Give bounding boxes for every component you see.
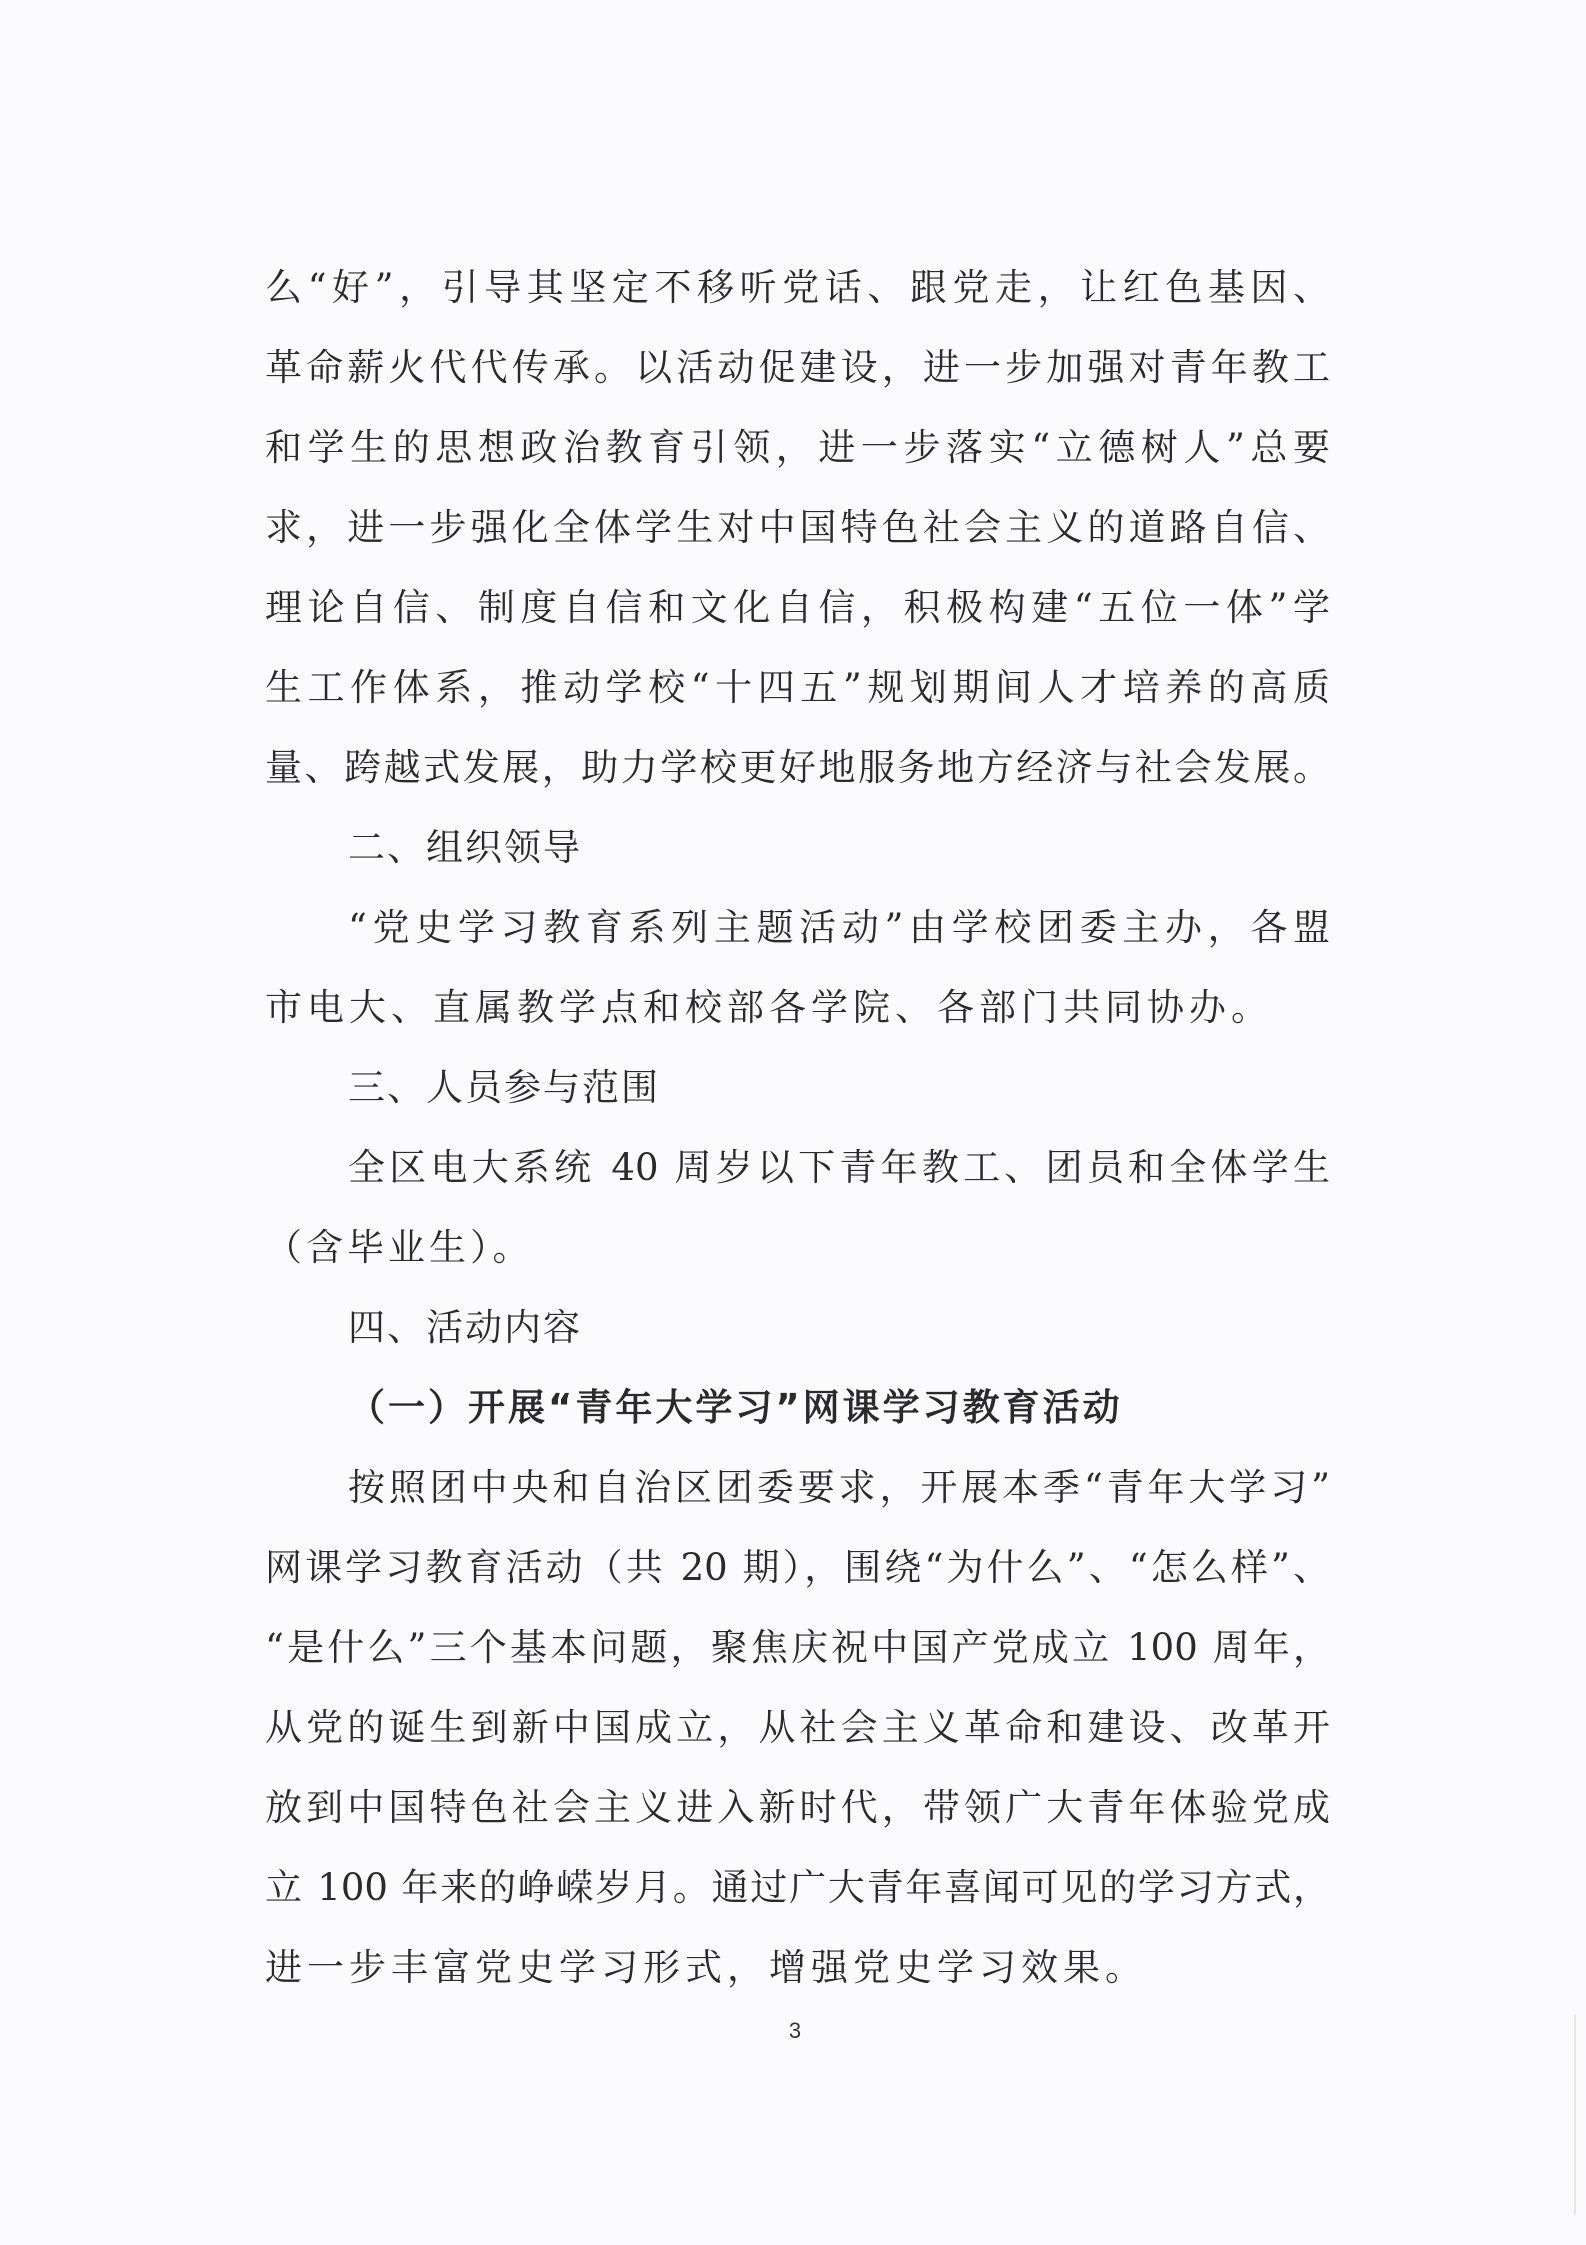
- body-line: 量、跨越式发展，助力学校更好地服务地方经济与社会发展。: [265, 746, 1330, 789]
- body-line: 全区电大系统 40 周岁以下青年教工、团员和全体学生: [348, 1146, 1330, 1189]
- section-heading-organization: 二、组织领导: [348, 826, 582, 869]
- scan-edge-shadow: [1574, 2015, 1576, 2215]
- subsection-heading-youth-learning: （一）开展“青年大学习”网课学习教育活动: [348, 1386, 1123, 1429]
- body-line: （含毕业生）。: [265, 1226, 534, 1269]
- body-line: 求，进一步强化全体学生对中国特色社会主义的道路自信、: [265, 506, 1330, 549]
- body-line: “党史学习教育系列主题活动”由学校团委主办，各盟: [348, 906, 1330, 949]
- page-number: 3: [788, 2018, 802, 2043]
- body-line: 市电大、直属教学点和校部各学院、各部门共同协办。: [265, 986, 1273, 1029]
- section-heading-participants: 三、人员参与范围: [348, 1066, 660, 1109]
- body-line: 理论自信、制度自信和文化自信，积极构建“五位一体”学: [265, 586, 1330, 629]
- body-line: 生工作体系，推动学校“十四五”规划期间人才培养的高质: [265, 666, 1330, 709]
- body-line: 立 100 年来的峥嵘岁月。通过广大青年喜闻可见的学习方式，: [265, 1866, 1330, 1909]
- body-line: 革命薪火代代传承。以活动促建设，进一步加强对青年教工: [265, 346, 1330, 389]
- body-line: 从党的诞生到新中国成立，从社会主义革命和建设、改革开: [265, 1706, 1330, 1749]
- body-line: 放到中国特色社会主义进入新时代，带领广大青年体验党成: [265, 1786, 1330, 1829]
- body-line: 么“好”，引导其坚定不移听党话、跟党走，让红色基因、: [265, 266, 1330, 309]
- body-line: 和学生的思想政治教育引领，进一步落实“立德树人”总要: [265, 426, 1330, 469]
- body-line: 进一步丰富党史学习形式，增强党史学习效果。: [265, 1946, 1147, 1989]
- body-line: 按照团中央和自治区团委要求，开展本季“青年大学习”: [348, 1466, 1330, 1509]
- body-line: “是什么”三个基本问题，聚焦庆祝中国产党成立 100 周年，: [265, 1626, 1330, 1669]
- section-heading-activities: 四、活动内容: [348, 1306, 582, 1349]
- body-line: 网课学习教育活动（共 20 期），围绕“为什么”、“怎么样”、: [265, 1546, 1330, 1589]
